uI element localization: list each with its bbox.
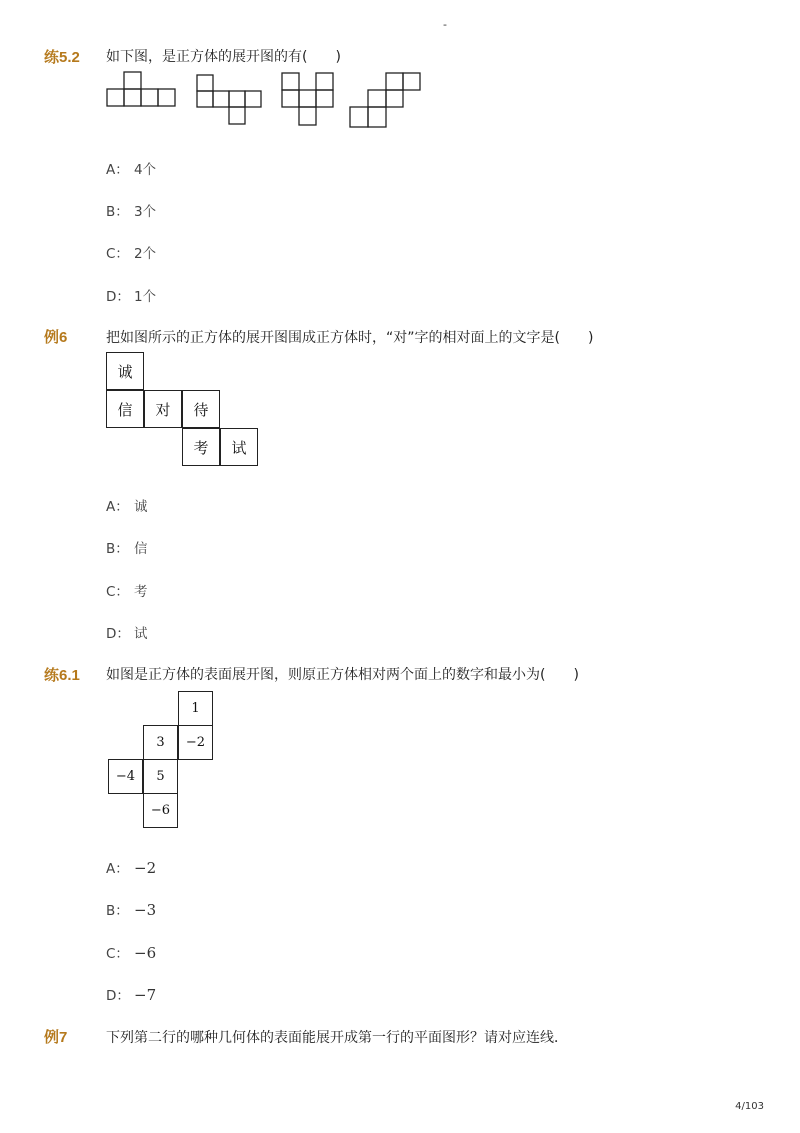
question-label: 例7 bbox=[44, 1029, 68, 1046]
net-4 bbox=[350, 73, 420, 127]
net-cell: −2 bbox=[178, 725, 213, 760]
option-b[interactable]: B： 3个 bbox=[106, 204, 157, 220]
question-text: 如图是正方体的表面展开图，则原正方体相对两个面上的数字和最小为( ) bbox=[106, 667, 579, 683]
net-cell: −4 bbox=[108, 759, 143, 794]
cube-nets-figure bbox=[100, 66, 430, 132]
question-text: 下列第二行的哪种几何体的表面能展开成第一行的平面图形？请对应连线． bbox=[106, 1030, 568, 1046]
option-d[interactable]: D： 试 bbox=[106, 626, 148, 642]
option-b[interactable]: B： 信 bbox=[106, 541, 148, 557]
net-cell: 对 bbox=[144, 390, 182, 428]
net-cell: 诚 bbox=[106, 352, 144, 390]
option-a[interactable]: A： 诚 bbox=[106, 499, 148, 515]
page-number: 4/103 bbox=[735, 1101, 764, 1112]
option-c[interactable]: C： −6 bbox=[106, 944, 157, 962]
net-cell: 信 bbox=[106, 390, 144, 428]
question-label: 练6.1 bbox=[44, 667, 80, 684]
option-c[interactable]: C： 考 bbox=[106, 584, 148, 600]
option-c[interactable]: C： 2个 bbox=[106, 246, 157, 262]
question-label: 练5.2 bbox=[44, 49, 80, 66]
question-text: 把如图所示的正方体的展开图围成正方体时，“对”字的相对面上的文字是( ) bbox=[106, 330, 594, 346]
net-3 bbox=[282, 73, 333, 125]
net-cell: 试 bbox=[220, 428, 258, 466]
option-a[interactable]: A： −2 bbox=[106, 859, 157, 877]
option-a[interactable]: A： 4个 bbox=[106, 162, 157, 178]
net-cell: 3 bbox=[143, 725, 178, 760]
option-d[interactable]: D： −7 bbox=[106, 986, 157, 1004]
question-label: 例6 bbox=[44, 329, 68, 346]
net-cell: 1 bbox=[178, 691, 213, 726]
option-b[interactable]: B： −3 bbox=[106, 901, 157, 919]
net-cell: 待 bbox=[182, 390, 220, 428]
net-cell: −6 bbox=[143, 793, 178, 828]
net-cell: 考 bbox=[182, 428, 220, 466]
net-1 bbox=[107, 72, 175, 106]
top-mark: - bbox=[443, 18, 447, 31]
option-d[interactable]: D： 1个 bbox=[106, 289, 157, 305]
net-2 bbox=[197, 75, 261, 124]
question-text: 如下图，是正方体的展开图的有( ) bbox=[106, 49, 341, 65]
net-cell: 5 bbox=[143, 759, 178, 794]
